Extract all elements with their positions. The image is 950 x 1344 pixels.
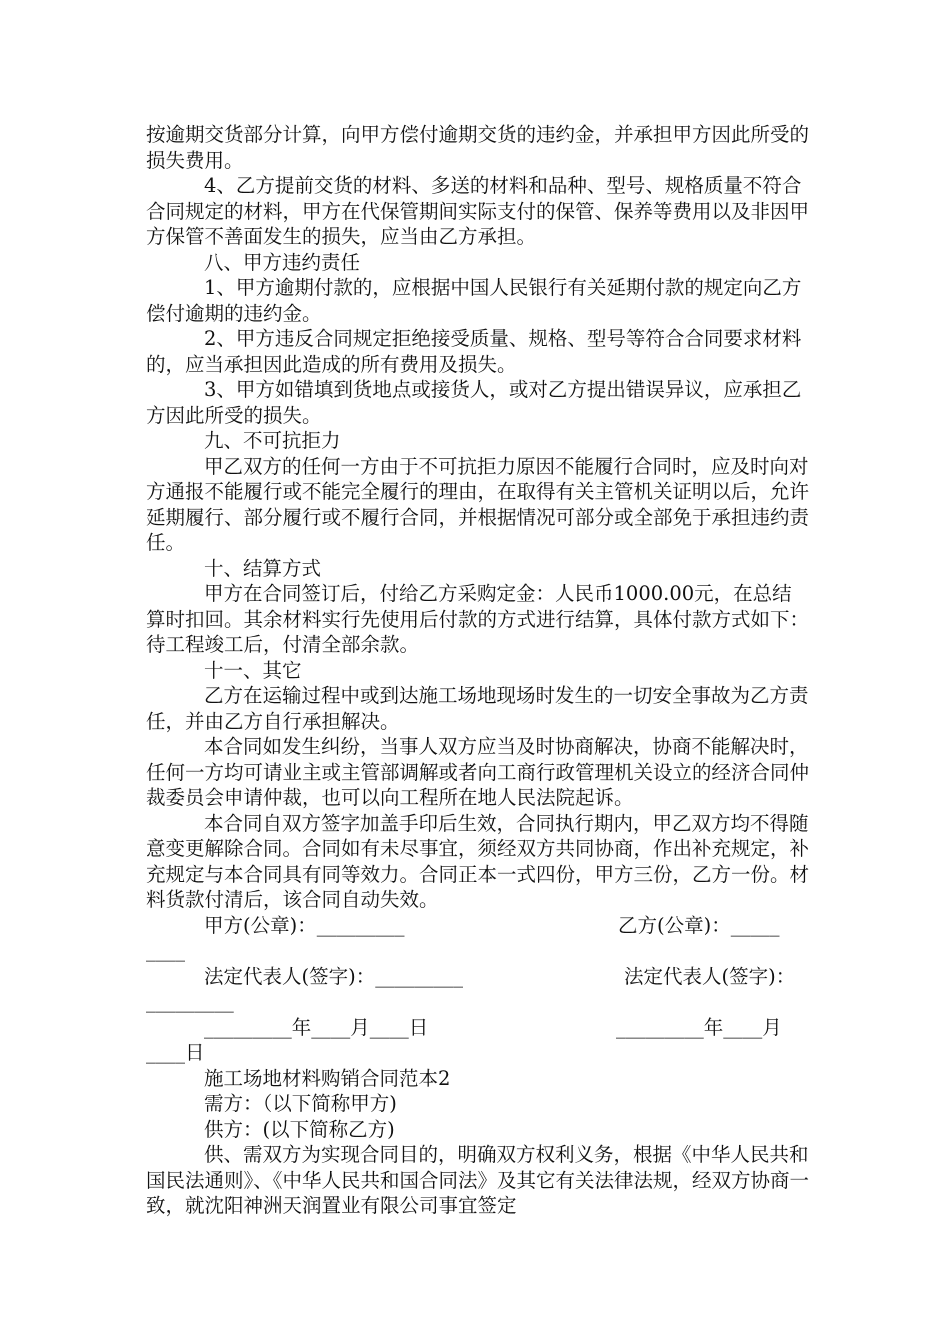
paragraph: 甲乙双方的任何一方由于不可抗拒力原因不能履行合同时，应及时向对方通报不能履行或不能完全履行的理由，在取得有关主管机关证明以后，允许延期履行、部分履行或不履行合同，并根据情况可部分或全部免于承担违约责任。 (146, 454, 810, 554)
supplier-line: 供方：(以下简称乙方) (204, 1117, 395, 1141)
party-b-date-continued: ____日 (146, 1041, 205, 1064)
paragraph: 甲方在合同签订后，付给乙方采购定金：人民币1000.00元，在总结算时扣回。其余材料实行先使用后付款的方式进行结算，具体付款方式如下：待工程竣工后，付清全部余款。 (146, 582, 810, 656)
section-heading: 九、不可抗拒力 (204, 429, 341, 452)
paragraph: 本合同如发生纠纷，当事人双方应当及时协商解决，协商不能解决时，任何一方均可请业主或主管部调解或者向工商行政管理机关设立的经济合同仲裁委员会申请仲裁，也可以向工程所在地人民法院起诉。 (146, 735, 810, 809)
party-b-seal-continued: ____ (146, 939, 185, 962)
paragraph: 3、甲方如错填到货地点或接货人，或对乙方提出错误异议，应承担乙方因此所受的损失。 (146, 378, 802, 427)
paragraph: 乙方在运输过程中或到达施工场地现场时发生的一切安全事故为乙方责任，并由乙方自行承担解决。 (146, 684, 809, 733)
seal-line (146, 913, 810, 939)
party-a-date: _________年____月____日 (204, 1015, 429, 1039)
party-b-representative: 法定代表人(签字)： (624, 964, 796, 988)
date-line (146, 1015, 810, 1041)
party-b-representative-continued: _________ (146, 990, 234, 1013)
party-a-seal: 甲方(公章)：_________ (204, 913, 405, 937)
paragraph: 1、甲方逾期付款的，应根据中国人民银行有关延期付款的规定向乙方偿付逾期的违约金。 (146, 276, 802, 325)
contract-title: 施工场地材料购销合同范本2 (204, 1066, 451, 1090)
paragraph: 供、需双方为实现合同目的，明确双方权利义务，根据《中华人民共和国民法通则》、《中华人民共和国合同法》及其它有关法律法规，经双方协商一致，就沈阳神洲天润置业有限公司事宜签定 (146, 1143, 810, 1217)
representative-line (146, 964, 810, 990)
party-a-representative: 法定代表人(签字)：_________ (204, 964, 463, 988)
section-heading: 十、结算方式 (204, 556, 322, 580)
section-heading: 八、甲方违约责任 (204, 250, 361, 274)
paragraph: 本合同自双方签字加盖手印后生效，合同执行期内，甲乙双方均不得随意变更解除合同。合同如有未尽事宜，须经双方共同协商，作出补充规定，补充规定与本合同具有同等效力。合同正本一式四份，甲方三份，乙方一份。材料货款付清后，该合同自动失效。 (146, 811, 810, 911)
paragraph: 按逾期交货部分计算，向甲方偿付逾期交货的违约金，并承担甲方因此所受的损失费用。 (146, 123, 810, 172)
section-heading: 十一、其它 (204, 658, 302, 682)
document-body (146, 122, 810, 1219)
buyer-line: 需方：（以下简称甲方) (204, 1092, 397, 1115)
paragraph: 2、甲方违反合同规定拒绝接受质量、规格、型号等符合合同要求材料的，应当承担因此造成的所有费用及损失。 (146, 327, 802, 376)
party-b-date: _________年____月 (616, 1015, 782, 1039)
party-b-seal: 乙方(公章)：_____ (618, 913, 780, 937)
paragraph: 4、乙方提前交货的材料、多送的材料和品种、型号、规格质量不符合合同规定的材料，甲方在代保管期间实际支付的保管、保养等费用以及非因甲方保管不善面发生的损失，应当由乙方承担。 (146, 174, 810, 248)
